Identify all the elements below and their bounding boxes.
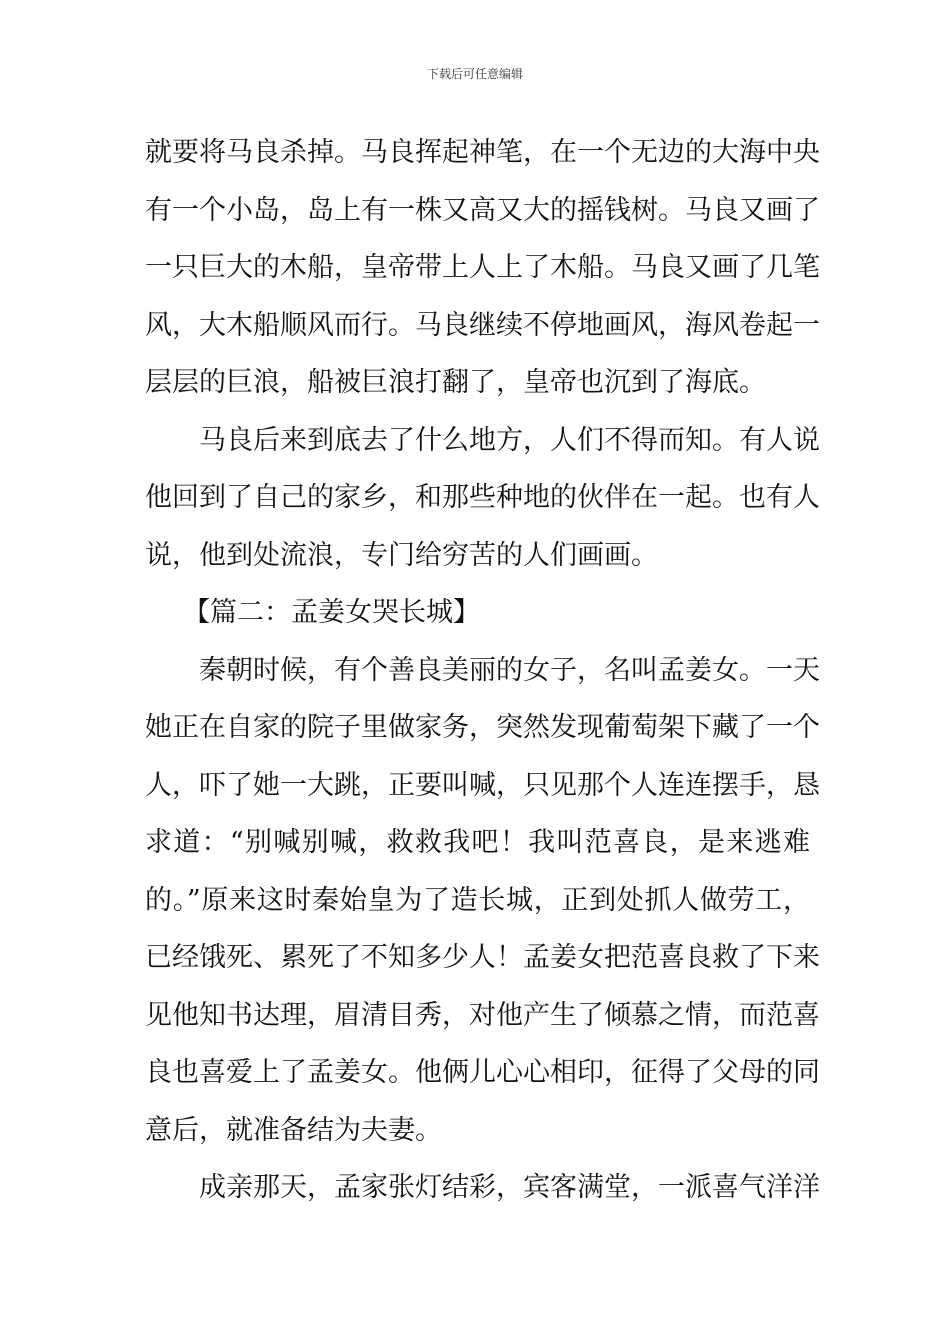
text-line: 她正在自家的院子里做家务，突然发现葡萄架下藏了一个 xyxy=(145,712,820,743)
text-line: 马良后来到底去了什么地方，人们不得而知。有人说 xyxy=(199,424,820,456)
text-line: 有一个小岛，岛上有一株又高又大的摇钱树。马良又画了 xyxy=(145,194,820,226)
page-header: 下载后可任意编辑 xyxy=(426,67,523,81)
text-line: 秦朝时候，有个善良美丽的女子，名叫孟姜女。一天 xyxy=(199,654,820,686)
text-line: 风，大木船顺风而行。马良继续不停地画风，海风卷起一 xyxy=(145,309,820,341)
text-line: 已经饿死、累死了不知多少人！孟姜女把范喜良救了下来 xyxy=(145,942,820,973)
text-line: 一只巨大的木船，皇帝带上人上了木船。马良又画了几笔 xyxy=(145,252,820,283)
text-line: 就要将马良杀掉。马良挥起神笔，在一个无边的大海中央 xyxy=(145,137,820,168)
text-line: 他回到了自己的家乡，和那些种地的伙伴在一起。也有人 xyxy=(145,482,820,513)
text-line: 的。”原来这时秦始皇为了造长城，正到处抓人做劳工， xyxy=(145,884,810,916)
text-line: 说，他到处流浪，专门给穷苦的人们画画。 xyxy=(145,539,658,571)
text-line: 层层的巨浪，船被巨浪打翻了，皇帝也沉到了海底。 xyxy=(145,367,766,398)
section-heading: 【篇二：孟姜女哭长城】 xyxy=(183,597,480,628)
document-body xyxy=(145,124,820,1217)
text-line: 见他知书达理，眉清目秀，对他产生了倾慕之情，而范喜 xyxy=(145,999,820,1031)
text-line: 成亲那天，孟家张灯结彩，宾客满堂，一派喜气洋洋 xyxy=(199,1172,820,1203)
text-line: 人，吓了她一大跳，正要叫喊，只见那个人连连摆手，恳 xyxy=(145,769,820,801)
text-line: 求道：“别喊别喊，救救我吧！我叫范喜良，是来逃难 xyxy=(145,827,810,858)
text-line: 良也喜爱上了孟姜女。他俩儿心心相印，征得了父母的同 xyxy=(145,1057,820,1088)
text-line: 意后，就准备结为夫妻。 xyxy=(145,1114,442,1146)
